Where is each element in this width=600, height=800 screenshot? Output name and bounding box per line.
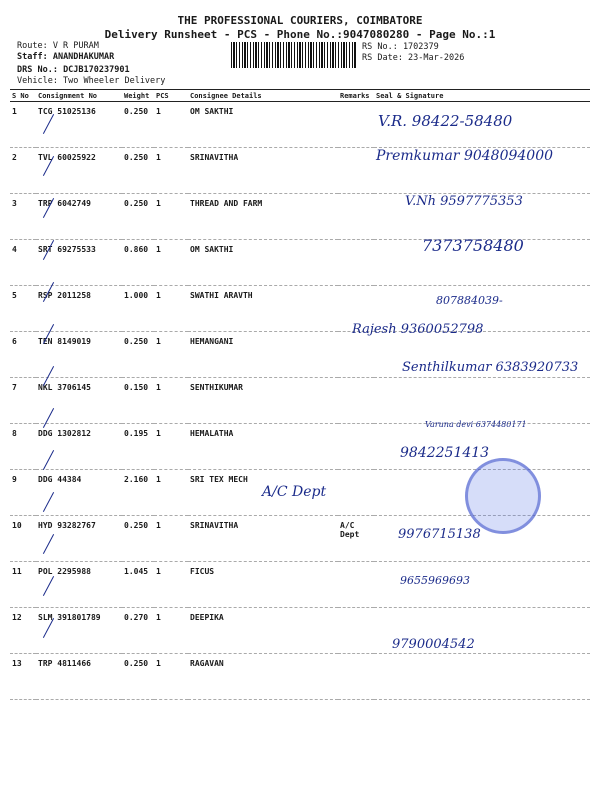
rs-date: RS Date: 23-Mar-2026 [362, 53, 465, 63]
drs-line [17, 65, 130, 75]
staff-line [17, 52, 114, 62]
cell-pcs: 1 [154, 654, 188, 700]
table-row [10, 562, 590, 608]
cell-remarks [338, 240, 374, 286]
cell-weight: 0.150 [122, 378, 154, 424]
cell-pcs: 1 [154, 240, 188, 286]
cell-weight: 0.195 [122, 424, 154, 470]
cell-consignment: TRP 4811466 [36, 654, 122, 700]
cell-consignee: SWATHI ARAVTH [188, 286, 338, 332]
cell-sno: 9 [10, 470, 36, 516]
cell-remarks [338, 424, 374, 470]
cell-consignee: SRINAVITHA [188, 516, 338, 562]
handwritten-signature: V.R. 98422-58480 [378, 112, 513, 130]
cell-remarks [338, 194, 374, 240]
cell-sno: 8 [10, 424, 36, 470]
handwritten-signature: 7373758480 [422, 236, 524, 255]
cell-sno: 6 [10, 332, 36, 378]
cell-weight: 1.000 [122, 286, 154, 332]
handwritten-signature: 9655969693 [400, 574, 470, 587]
cell-weight: 2.160 [122, 470, 154, 516]
table-row [10, 286, 590, 332]
cell-consignment: TEN 8149019 [36, 332, 122, 378]
cell-consignee: SRINAVITHA [188, 148, 338, 194]
cell-remarks [338, 654, 374, 700]
drs-number: DCJB170237901 [63, 65, 130, 75]
cell-pcs: 1 [154, 470, 188, 516]
runsheet-subtitle: Delivery Runsheet - PCS - Phone No.:9047080280 - Page No.:1 [104, 28, 496, 41]
cell-sno: 13 [10, 654, 36, 700]
cell-consignee: THREAD AND FARM [188, 194, 338, 240]
col-sno: S No [10, 90, 36, 102]
cell-weight: 0.250 [122, 516, 154, 562]
staff-name: ANANDHAKUMAR [52, 52, 115, 62]
cell-consignee: HEMALATHA [188, 424, 338, 470]
cell-weight: 1.045 [122, 562, 154, 608]
handwritten-signature: Senthilkumar 6383920733 [402, 360, 579, 375]
cell-sno: 1 [10, 102, 36, 148]
cell-pcs: 1 [154, 148, 188, 194]
drs-label: DRS No.: [17, 65, 64, 75]
cell-sno: 3 [10, 194, 36, 240]
cell-sno: 4 [10, 240, 36, 286]
rs-number: RS No.: 1702379 [362, 42, 439, 52]
cell-weight: 0.250 [122, 102, 154, 148]
cell-consignee: SRI TEX MECH [188, 470, 338, 516]
cell-remarks [338, 332, 374, 378]
cell-sno: 11 [10, 562, 36, 608]
cell-pcs: 1 [154, 332, 188, 378]
cell-consignment: DDG 44384 [36, 470, 122, 516]
cell-pcs: 1 [154, 286, 188, 332]
table-row [10, 654, 590, 700]
cell-signature [374, 654, 590, 700]
handwritten-signature: 9790004542 [392, 637, 475, 652]
cell-pcs: 1 [154, 516, 188, 562]
table-header-row [10, 90, 590, 102]
cell-pcs: 1 [154, 102, 188, 148]
cell-sno: 2 [10, 148, 36, 194]
cell-consignment: RSP 2011258 [36, 286, 122, 332]
handwritten-signature: 9976715138 [398, 527, 481, 542]
cell-sno: 12 [10, 608, 36, 654]
vehicle-label: Vehicle: Two Wheeler Delivery [17, 76, 166, 86]
handwritten-signature: 807884039- [436, 294, 503, 307]
cell-consignment: NKL 3706145 [36, 378, 122, 424]
cell-sno: 7 [10, 378, 36, 424]
cell-consignment: TVL 60025922 [36, 148, 122, 194]
cell-remarks [338, 562, 374, 608]
table-row [10, 608, 590, 654]
route-label: Route: V R PURAM [17, 41, 99, 51]
cell-consignee: OM SAKTHI [188, 102, 338, 148]
cell-pcs: 1 [154, 424, 188, 470]
cell-consignee: SENTHIKUMAR [188, 378, 338, 424]
handwritten-signature: Varuna devi 6374480171 [425, 420, 527, 429]
cell-sno: 10 [10, 516, 36, 562]
cell-consignee: FICUS [188, 562, 338, 608]
cell-pcs: 1 [154, 608, 188, 654]
col-consignee: Consignee Details [188, 90, 338, 102]
cell-consignment: TRP 6042749 [36, 194, 122, 240]
runsheet-table [10, 89, 590, 700]
cell-consignee: RAGAVAN [188, 654, 338, 700]
barcode [231, 42, 357, 68]
cell-consignee: DEEPIKA [188, 608, 338, 654]
cell-remarks [338, 608, 374, 654]
cell-consignee: OM SAKTHI [188, 240, 338, 286]
handwritten-signature: Premkumar 9048094000 [376, 148, 554, 164]
cell-pcs: 1 [154, 194, 188, 240]
cell-pcs: 1 [154, 562, 188, 608]
cell-remarks [338, 470, 374, 516]
cell-pcs: 1 [154, 378, 188, 424]
col-remarks: Remarks [338, 90, 374, 102]
cell-weight: 0.250 [122, 332, 154, 378]
table-row [10, 378, 590, 424]
staff-label: Staff: [17, 52, 53, 62]
cell-consignment: SLM 391801789 [36, 608, 122, 654]
cell-remarks [338, 148, 374, 194]
cell-remarks: A/C Dept [338, 516, 374, 562]
cell-remarks [338, 102, 374, 148]
col-pcs: PCS [154, 90, 188, 102]
handwritten-remark: A/C Dept [262, 484, 327, 500]
cell-consignment: POL 2295988 [36, 562, 122, 608]
cell-remarks [338, 378, 374, 424]
cell-consignment: TCG 51025136 [36, 102, 122, 148]
col-weight: Weight [122, 90, 154, 102]
cell-sno: 5 [10, 286, 36, 332]
cell-weight: 0.860 [122, 240, 154, 286]
company-title: THE PROFESSIONAL COURIERS, COIMBATORE [177, 14, 423, 27]
cell-weight: 0.250 [122, 654, 154, 700]
cell-consignment: DDG 1302812 [36, 424, 122, 470]
handwritten-signature: 9842251413 [400, 445, 490, 461]
cell-consignee: HEMANGANI [188, 332, 338, 378]
cell-weight: 0.270 [122, 608, 154, 654]
handwritten-signature: Rajesh 9360052798 [352, 322, 484, 337]
col-consignment: Consignment No [36, 90, 122, 102]
seal-stamp [465, 458, 541, 534]
cell-weight: 0.250 [122, 148, 154, 194]
cell-signature [374, 378, 590, 424]
cell-consignment: SRT 69275533 [36, 240, 122, 286]
col-signature: Seal & Signature [374, 90, 590, 102]
handwritten-signature: V.Nh 9597775353 [405, 194, 523, 209]
cell-weight: 0.250 [122, 194, 154, 240]
cell-consignment: HYD 93282767 [36, 516, 122, 562]
